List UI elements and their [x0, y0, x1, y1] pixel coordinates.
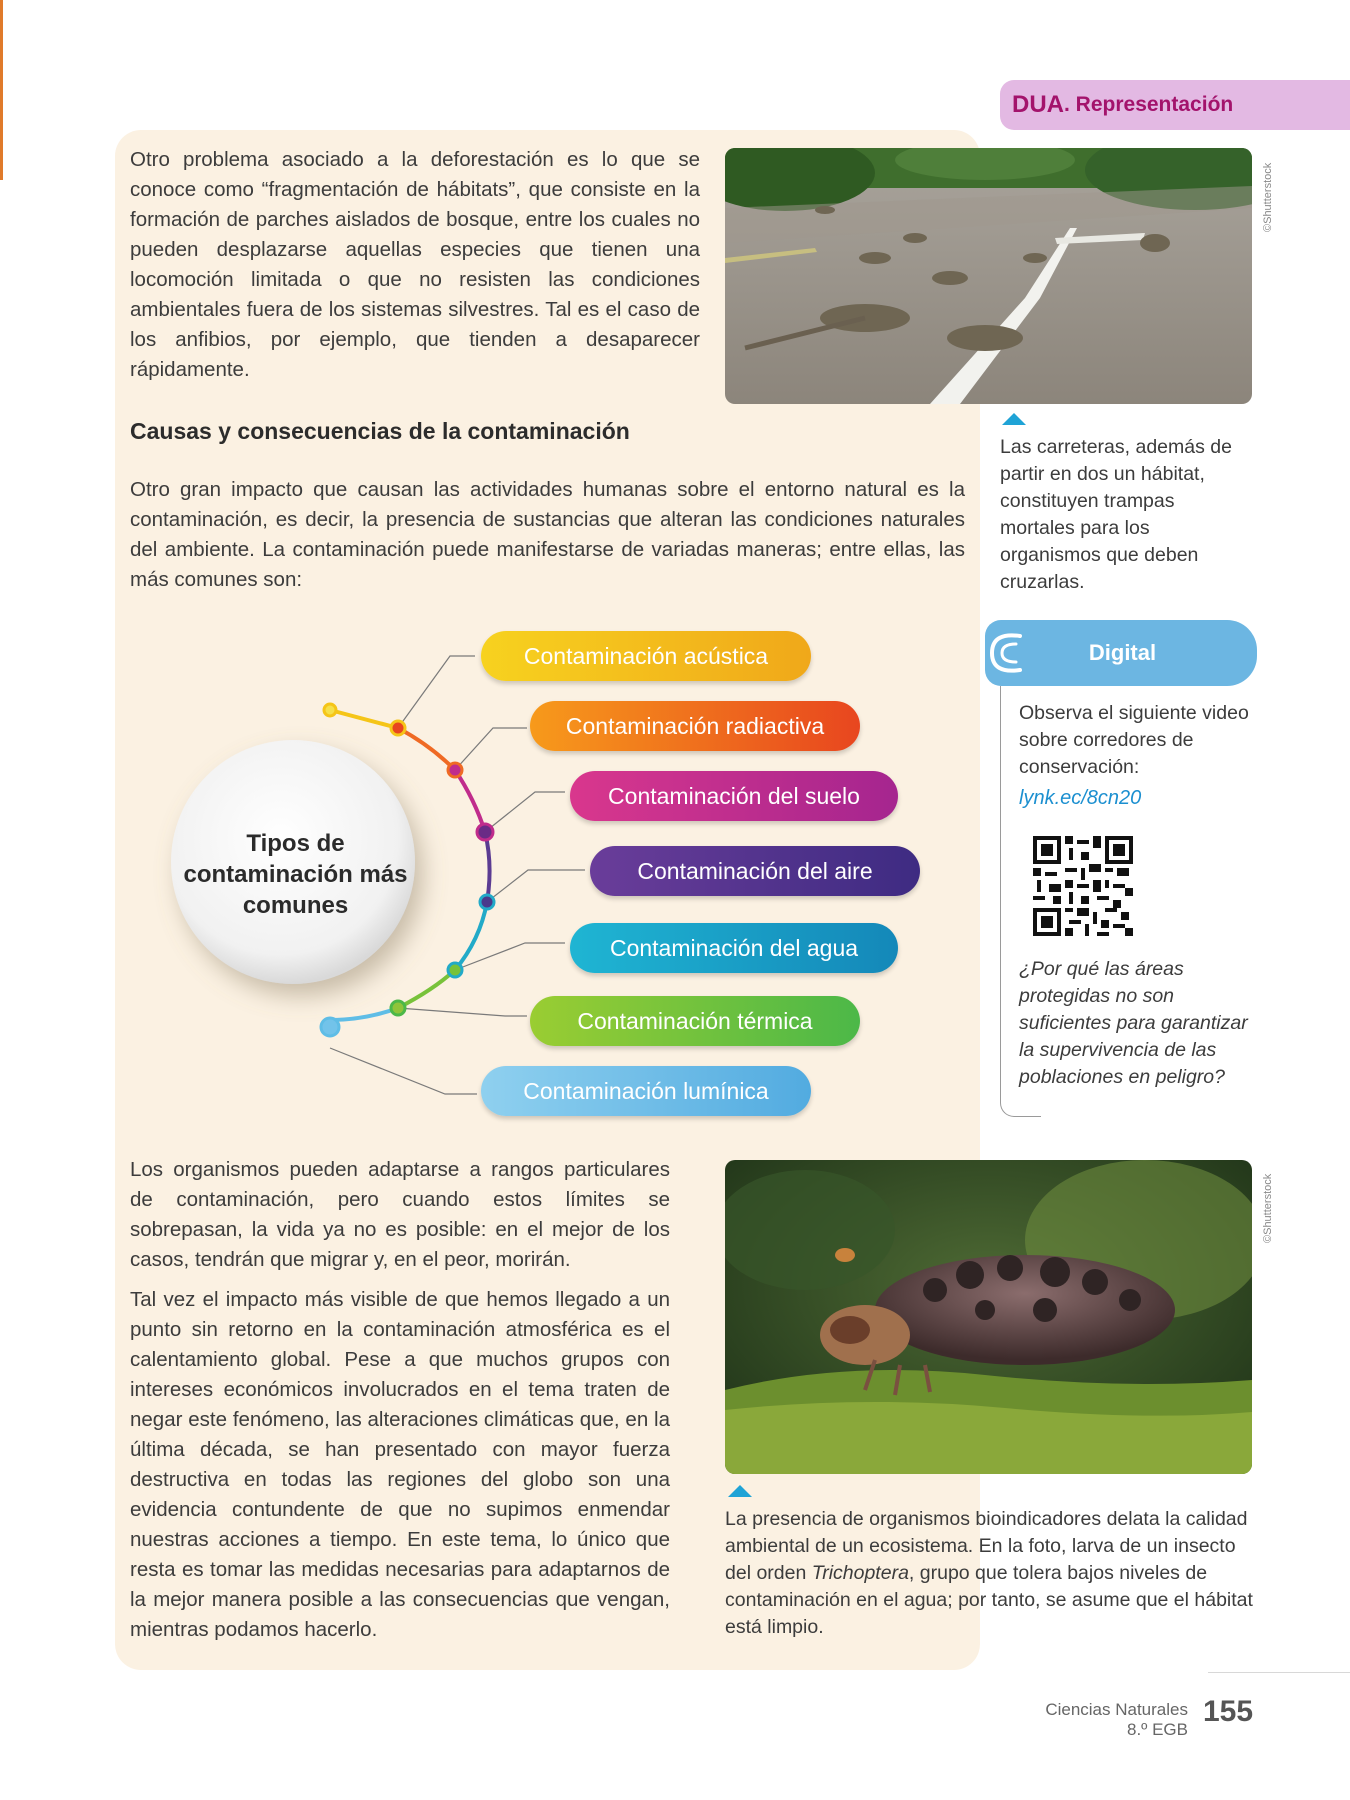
contamination-type-pill: Contaminación radiactiva [530, 701, 860, 751]
photo1-caption: Las carreteras, además de partir en dos un hábitat, constituyen trampas mortales para los organismos que deben cruzarlas. [1000, 436, 1232, 593]
iguanas-road-photo [725, 148, 1252, 404]
contamination-type-pill: Contaminación del agua [570, 923, 898, 973]
diagram-center-title: Tipos de contaminación más comunes [183, 830, 408, 919]
adapt-paragraph: Los organismos pueden adaptarse a rangos particulares de contaminación, pero cuando estos límites se sobrepasan, la vida ya no es posible: en el mejor de los casos, tendrán que migrar y, en el peor, morirán. [130, 1158, 670, 1271]
digital-question: ¿Por qué las áreas protegidas no son suficientes para garantizar la supervivencia de las poblaciones en peligro? [1019, 958, 1248, 1088]
contamination-paragraph: Otro gran impacto que causan las actividades humanas sobre el entorno natural es la contaminación, es decir, la presencia de sustancias que alteran las condiciones naturales del ambiente. La contaminación puede manifestarse de variadas maneras; entre ellas, las más comunes son: [130, 478, 965, 591]
digital-title: Digital [1088, 640, 1157, 665]
diagram-center-title-box [178, 752, 413, 997]
contamination-type-pill: Contaminación acústica [481, 631, 811, 681]
footer-subject-block [1045, 1700, 1188, 1740]
footer-subject: Ciencias Naturales [1045, 1700, 1188, 1719]
intro-paragraph: Otro problema asociado a la deforestación es lo que se conoce como “fragmentación de hábitats”, que consiste en la formación de parches aislados de bosque, entre los cuales no pueden desplazarse aquellas especies que tienen una locomoción limitada o que no resisten las condiciones ambientales fuera de los sistemas silvestres. Tal es el caso de los anfibios, por ejemplo, que tienden a desaparecer rápidamente. [130, 148, 700, 381]
contamination-type-pill: Contaminación lumínica [481, 1066, 811, 1116]
contamination-type-pill: Contaminación térmica [530, 996, 860, 1046]
dua-badge-rest: . Representación [1064, 93, 1234, 116]
contamination-paragraph-block [130, 475, 965, 605]
qr-code-icon[interactable] [1033, 836, 1133, 936]
photo2-caption-marker-icon [728, 1485, 752, 1497]
footer-grade: 8.º EGB [1126, 1720, 1188, 1739]
contamination-type-pill: Contaminación del aire [590, 846, 920, 896]
intro-paragraph-block [130, 145, 700, 395]
photo2-caption [725, 1506, 1255, 1641]
digital-link[interactable]: lynk.ec/8cn20 [1019, 787, 1142, 809]
photo1-caption-marker-icon [1002, 413, 1026, 425]
digital-c-icon [986, 628, 1026, 678]
dua-badge-strong: DUA [1012, 91, 1064, 118]
page-edge-accent [0, 0, 3, 180]
section-heading: Causas y consecuencias de la contaminación [130, 418, 630, 444]
photo1-credit: ©Shutterstock [1262, 162, 1274, 232]
dua-badge [1000, 80, 1350, 130]
footer-divider [1208, 1672, 1350, 1673]
larva-photo [725, 1160, 1252, 1474]
digital-text: Observa el siguiente video sobre corredores de conservación: [1019, 702, 1249, 778]
photo2-caption-after: , grupo que tolera bajos niveles de contaminación en el agua; por tanto, se asume que el hábitat está limpio. [725, 1562, 1253, 1638]
lower-text-block [130, 1155, 670, 1655]
warming-paragraph: Tal vez el impacto más visible de que hemos llegado a un punto sin retorno en la contaminación atmosférica es el calentamiento global. Pese a que muchos grupos con intereses económicos involucrados en el tema traten de negar este fenómeno, las alteraciones climáticas que, en la última década, se han presentado con mayor fuerza destructiva en todas las regiones del globo son una evidencia contundente de que no supimos enmendar nuestras acciones a tiempo. En este tema, lo único que resta es tomar las medidas necesarias para adaptarnos de la mejor manera posible a las consecuencias que vengan, mientras podamos hacerlo. [130, 1288, 670, 1641]
contamination-type-pill: Contaminación del suelo [570, 771, 898, 821]
photo2-credit: ©Shutterstock [1262, 1173, 1274, 1243]
photo2-caption-before: La presencia de organismos bioindicadores delata la calidad ambiental de un ecosistema. En la foto, larva de un insecto del orden [725, 1508, 1248, 1584]
page-number: 155 [1203, 1695, 1254, 1728]
photo2-caption-italic: Trichoptera [811, 1562, 909, 1584]
